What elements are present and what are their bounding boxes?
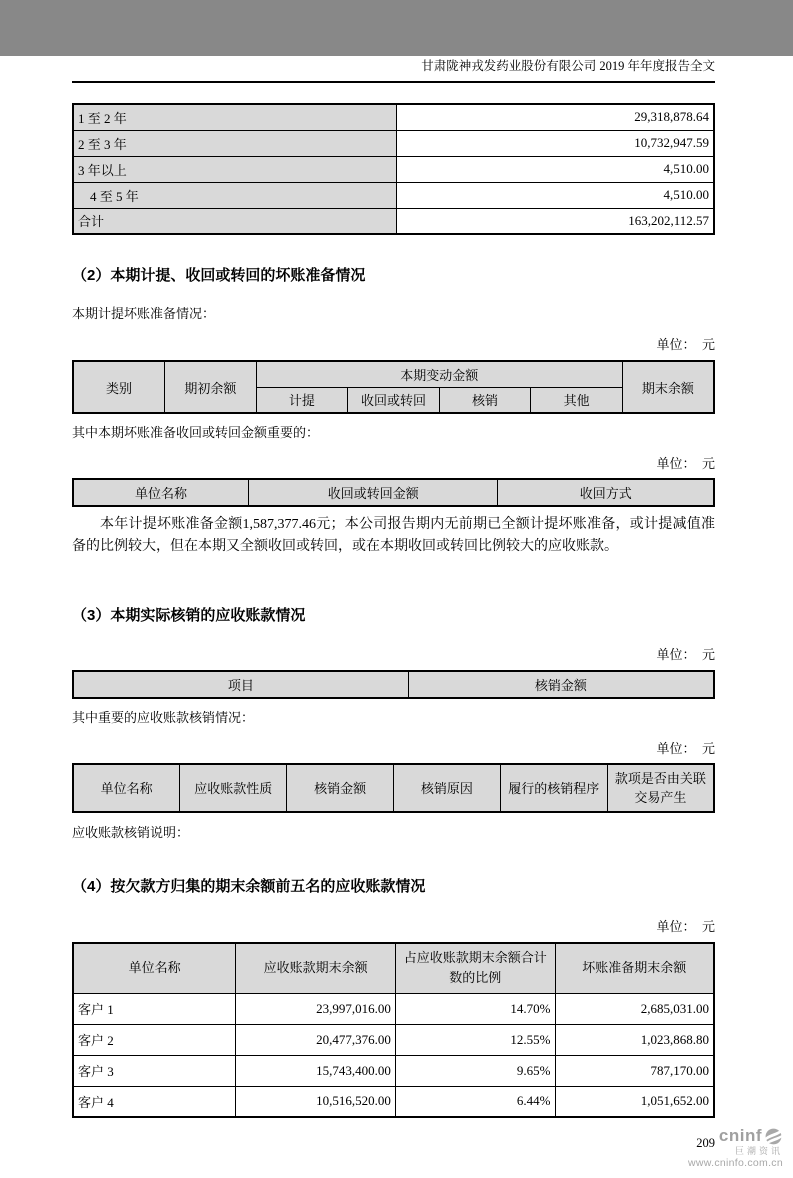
col-closing-balance: 应收账款期末余额 xyxy=(236,943,396,993)
document-header-title: 甘肃陇神戎发药业股份有限公司 2019 年年度报告全文 xyxy=(72,56,715,83)
col-recovery: 收回或转回 xyxy=(348,387,440,413)
table-header-row xyxy=(73,361,714,387)
customer-name: 客户 4 xyxy=(73,1086,236,1117)
col-receivable-nature: 应收账款性质 xyxy=(180,764,287,812)
aging-label: 3 年以上 xyxy=(73,156,397,182)
writeoff-note: 应收账款核销说明： xyxy=(72,825,190,840)
table-row xyxy=(73,156,714,182)
important-recovery-note: 其中本期坏账准备收回或转回金额重要的： xyxy=(72,425,320,440)
col-writeoff-amount: 核销金额 xyxy=(287,764,394,812)
unit-label: 单位： 元 xyxy=(656,456,715,471)
cninfo-logo-text: cninf xyxy=(718,1125,762,1145)
col-item: 项目 xyxy=(73,671,408,698)
top5-receivables-table xyxy=(72,942,715,1118)
section-2-heading: （2）本期计提、收回或转回的坏账准备情况 xyxy=(72,267,366,284)
customer-balance: 15,743,400.00 xyxy=(236,1055,396,1086)
customer-name: 客户 3 xyxy=(73,1055,236,1086)
section-4-heading: （4）按欠款方归集的期末余额前五名的应收账款情况 xyxy=(72,878,426,895)
aging-label: 4 至 5 年 xyxy=(73,182,397,208)
unit-label: 单位： 元 xyxy=(656,741,715,756)
section-2-intro: 本期计提坏账准备情况： xyxy=(72,306,216,321)
unit-label: 单位： 元 xyxy=(656,647,715,662)
recovery-detail-table xyxy=(72,478,715,507)
col-company-name: 单位名称 xyxy=(73,764,180,812)
table-header-row xyxy=(73,671,714,698)
table-header-row xyxy=(73,943,714,993)
aging-value: 10,732,947.59 xyxy=(397,130,714,156)
table-row xyxy=(73,130,714,156)
col-company-name: 单位名称 xyxy=(73,479,249,506)
aging-label: 1 至 2 年 xyxy=(73,104,397,130)
customer-provision: 2,685,031.00 xyxy=(555,993,714,1024)
section-3-heading: （3）本期实际核销的应收账款情况 xyxy=(72,607,306,624)
unit-label: 单位： 元 xyxy=(656,337,715,352)
aging-value: 29,318,878.64 xyxy=(397,104,714,130)
table-header-row xyxy=(73,764,714,812)
unit-label: 单位： 元 xyxy=(656,919,715,934)
col-category: 类别 xyxy=(73,361,165,413)
customer-balance: 20,477,376.00 xyxy=(236,1024,396,1055)
table-row xyxy=(73,1086,714,1117)
customer-ratio: 14.70% xyxy=(395,993,555,1024)
provision-explanation-paragraph: 本年计提坏账准备金额1,587,377.46元；本公司报告期内无前期已全额计提坏账准备，或计提减值准备的比例较大，但在本期又全额收回或转回，或在本期收回或转回比例较大的应收账款。 xyxy=(72,517,715,554)
table-row xyxy=(73,208,714,234)
customer-name: 客户 1 xyxy=(73,993,236,1024)
report-page xyxy=(0,56,793,1178)
col-related-party: 款项是否由关联交易产生 xyxy=(607,764,714,812)
table-header-row xyxy=(73,479,714,506)
col-writeoff-reason: 核销原因 xyxy=(393,764,500,812)
customer-ratio: 9.65% xyxy=(395,1055,555,1086)
cninfo-logo xyxy=(688,1127,783,1170)
page-number: 209 xyxy=(696,1136,715,1150)
customer-ratio: 6.44% xyxy=(395,1086,555,1117)
cninfo-logo-url: www.cninfo.com.cn xyxy=(688,1157,783,1170)
col-ratio: 占应收账款期末余额合计数的比例 xyxy=(395,943,555,993)
col-accrual: 计提 xyxy=(256,387,348,413)
aging-label: 2 至 3 年 xyxy=(73,130,397,156)
customer-balance: 10,516,520.00 xyxy=(236,1086,396,1117)
important-writeoff-note: 其中重要的应收账款核销情况： xyxy=(72,710,255,725)
writeoff-summary-table xyxy=(72,670,715,699)
col-company-name: 单位名称 xyxy=(73,943,236,993)
col-change-group: 本期变动金额 xyxy=(256,361,622,387)
table-row xyxy=(73,182,714,208)
writeoff-detail-table xyxy=(72,763,715,813)
aging-analysis-table xyxy=(72,103,715,235)
cninfo-swirl-icon xyxy=(764,1127,783,1146)
col-writeoff-amount: 核销金额 xyxy=(408,671,714,698)
provision-change-table xyxy=(72,360,715,414)
table-row xyxy=(73,1055,714,1086)
customer-balance: 23,997,016.00 xyxy=(236,993,396,1024)
cninfo-logo-subtitle: 巨潮资讯 xyxy=(734,1145,783,1156)
customer-ratio: 12.55% xyxy=(395,1024,555,1055)
col-recovery-method: 收回方式 xyxy=(498,479,714,506)
table-row xyxy=(73,993,714,1024)
table-row xyxy=(73,1024,714,1055)
col-writeoff-procedure: 履行的核销程序 xyxy=(500,764,607,812)
customer-name: 客户 2 xyxy=(73,1024,236,1055)
col-write-off: 核销 xyxy=(439,387,531,413)
col-closing-balance: 期末余额 xyxy=(622,361,714,413)
table-row xyxy=(73,104,714,130)
aging-total-value: 163,202,112.57 xyxy=(397,208,714,234)
customer-provision: 787,170.00 xyxy=(555,1055,714,1086)
col-opening-balance: 期初余额 xyxy=(165,361,257,413)
customer-provision: 1,051,652.00 xyxy=(555,1086,714,1117)
aging-total-label: 合计 xyxy=(73,208,397,234)
aging-value: 4,510.00 xyxy=(397,182,714,208)
aging-value: 4,510.00 xyxy=(397,156,714,182)
customer-provision: 1,023,868.80 xyxy=(555,1024,714,1055)
col-recovered-amount: 收回或转回金额 xyxy=(249,479,498,506)
col-other: 其他 xyxy=(531,387,623,413)
col-provision-balance: 坏账准备期末余额 xyxy=(555,943,714,993)
